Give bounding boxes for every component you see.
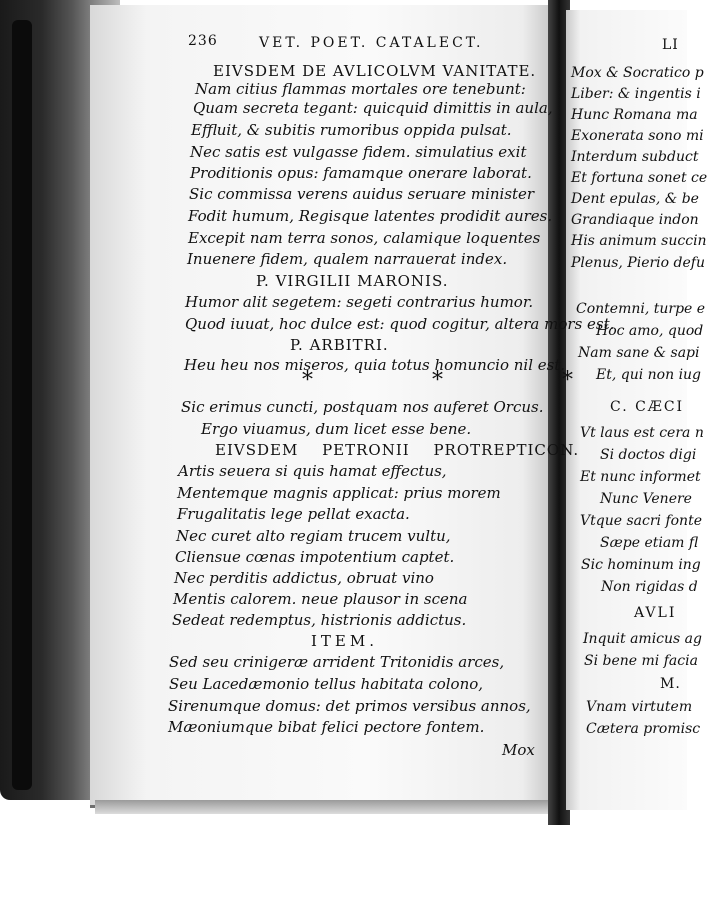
- verse-line: Mæoniumque bibat felici pectore fontem.: [168, 718, 485, 736]
- section-heading: EIVSDEM DE AVLICOLVM VANITATE.: [213, 62, 537, 80]
- verse-line: Sic hominum ing: [581, 557, 701, 573]
- verse-line: Nec curet alto regiam trucem vultu,: [176, 527, 451, 545]
- verse-line: Fodit humum, Regisque latentes prodidit aures.: [188, 207, 553, 225]
- verse-line: Nec perditis addictus, obruat vino: [174, 569, 434, 587]
- verse-line: Cætera promisc: [586, 721, 701, 737]
- verse-line: Excepit nam terra sonos, calamique loquentes: [188, 229, 541, 247]
- section-heading: M.: [660, 676, 681, 692]
- verse-line: Mentemque magnis applicat: prius morem: [177, 484, 501, 502]
- verse-line: Nunc Venere: [600, 491, 692, 507]
- verse-line: Et fortuna sonet ce: [571, 170, 707, 186]
- verse-line: Nam citius flammas mortales ore tenebunt:: [195, 80, 526, 98]
- section-heading: ITEM.: [311, 632, 379, 650]
- verse-line: Mox & Socratico p: [571, 65, 704, 81]
- verse-line: Et nunc informet: [580, 469, 701, 485]
- verse-line: Ergo viuamus, dum licet esse bene.: [201, 420, 472, 438]
- verse-line: Si doctos digi: [600, 447, 697, 463]
- verse-line: His animum succin: [571, 233, 707, 249]
- verse-line: Seu Lacedæmonio tellus habitata colono,: [169, 675, 484, 693]
- verse-line: Humor alit segetem: segeti contrarius humor.: [185, 293, 534, 311]
- verse-line: Quod iuuat, hoc dulce est: quod cogitur, altera mors est.: [185, 315, 615, 333]
- verse-line: Frugalitatis lege pellat exacta.: [177, 505, 410, 523]
- section-heading: EIVSDEM PETRONII PROTREPTICON.: [215, 441, 580, 459]
- section-heading: P. VIRGILII MARONIS.: [256, 272, 449, 290]
- verse-line: Inquit amicus ag: [583, 631, 702, 647]
- verse-line: Nec satis est vulgasse fidem. simulatius exit: [190, 143, 527, 161]
- verse-line: Inuenere fidem, qualem narrauerat index.: [187, 250, 508, 268]
- verse-line: Non rigidas d: [601, 579, 698, 595]
- page-number: 236: [188, 33, 218, 49]
- running-head: VET. POET. CATALECT.: [259, 35, 484, 51]
- verse-line: Sic commissa verens auidus seruare minister: [189, 185, 535, 203]
- verse-line: Plenus, Pierio defu: [571, 255, 705, 271]
- verse-line: Sedeat redemptus, histrionis addictus.: [172, 611, 467, 629]
- verse-line: Hoc amo, quod: [596, 323, 704, 339]
- verse-line: Vtque sacri fonte: [580, 513, 702, 529]
- verse-line: Sic erimus cuncti, postquam nos auferet Orcus.: [181, 398, 544, 416]
- verse-line: Sirenumque domus: det primos versibus annos,: [168, 697, 531, 715]
- section-heading: P. ARBITRI.: [290, 336, 389, 354]
- verse-line: Vnam virtutem: [586, 699, 693, 715]
- section-heading: AVLI: [634, 605, 677, 621]
- verse-line: Interdum subduct: [571, 149, 699, 165]
- verse-line: Sed seu crinigeræ arrident Tritonidis arces,: [169, 653, 505, 671]
- catchword: Mox: [502, 741, 535, 759]
- verse-line: Quam secreta tegant: quicquid dimittis in aula,: [193, 99, 553, 117]
- verse-line: Artis seuera si quis hamat effectus,: [178, 462, 447, 480]
- verse-line: Nam sane & sapi: [578, 345, 700, 361]
- verse-line: Proditionis opus: famamque onerare laborat.: [190, 164, 532, 182]
- verse-line: Cliensue cœnas impotentium captet.: [175, 548, 455, 566]
- verse-line: Effluit, & subitis rumoribus oppida pulsat.: [191, 121, 512, 139]
- verse-line: Heu heu nos miseros, quia totus homuncio nil est.: [184, 356, 566, 374]
- asterism: * * *: [302, 368, 629, 393]
- verse-line: Sæpe etiam fl: [600, 535, 699, 551]
- page-edge-shadow: [95, 800, 565, 814]
- book-edge: [12, 20, 32, 790]
- verse-line: Vt laus est cera n: [580, 425, 704, 441]
- verse-line: Et, qui non iug: [596, 367, 702, 383]
- verse-line: Grandiaque indon: [571, 212, 699, 228]
- verse-line: Contemni, turpe e: [576, 301, 706, 317]
- verse-line: Hunc Romana ma: [571, 107, 698, 123]
- verse-line: Exonerata sono mi: [571, 128, 704, 144]
- verse-line: Si bene mi facia: [584, 653, 698, 669]
- section-heading: C. CÆCI: [610, 399, 685, 415]
- verse-line: Mentis calorem. neue plausor in scena: [173, 590, 468, 608]
- verse-line: Liber: & ingentis i: [571, 86, 701, 102]
- right-running-head: LI: [662, 37, 679, 53]
- verse-line: Dent epulas, & be: [571, 191, 699, 207]
